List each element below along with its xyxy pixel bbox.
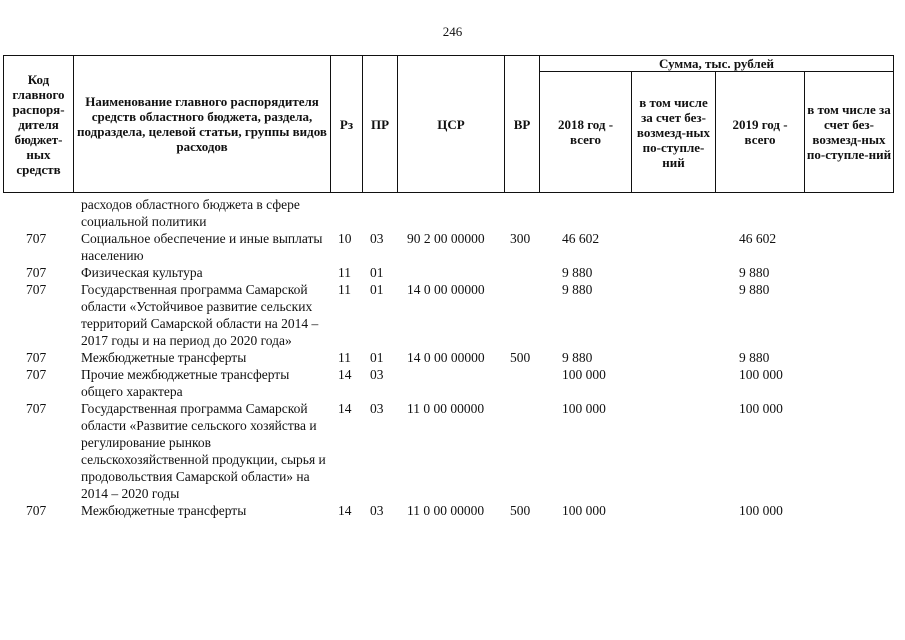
header-2019-total: 2019 год - всего: [716, 72, 805, 193]
row-sum-2019: 100 000: [739, 503, 783, 518]
row-sum-2019: 9 880: [739, 265, 770, 280]
row-code: 707: [26, 401, 47, 416]
row-name: Межбюджетные трансферты: [81, 503, 247, 518]
row-code: 707: [26, 265, 47, 280]
row-csr: 90 2 00 00000: [407, 231, 485, 246]
row-rz: 11: [338, 265, 351, 280]
table-header: [3, 55, 894, 193]
row-sum-2018: 100 000: [562, 503, 606, 518]
row-pr: 01: [370, 350, 384, 365]
row-vr: 500: [510, 503, 531, 518]
header-pr: ПР: [363, 56, 398, 193]
table-row: [0, 230, 905, 264]
header-sum: Сумма, тыс. рублей: [540, 56, 894, 72]
header-2019-gratuitous: в том числе за счет без-возмезд-ных по-ступле-ний: [805, 72, 894, 193]
row-sum-2018: 100 000: [562, 401, 606, 416]
table-row: [0, 400, 905, 502]
row-pr: 03: [370, 367, 384, 382]
row-name: Социальное обеспечение и иные выплаты населению: [81, 231, 323, 263]
header-2018-total: 2018 год - всего: [540, 72, 632, 193]
table-row: [0, 264, 905, 281]
row-name: Межбюджетные трансферты: [81, 350, 247, 365]
table-row: [0, 502, 905, 519]
row-rz: 14: [338, 367, 352, 382]
header-code: Код главного распоря-дителя бюджет-ных средств: [4, 56, 74, 193]
header-rz: Рз: [331, 56, 363, 193]
row-rz: 14: [338, 503, 352, 518]
row-pr: 03: [370, 231, 384, 246]
row-sum-2018: 9 880: [562, 350, 593, 365]
row-sum-2019: 9 880: [739, 350, 770, 365]
header-2018-gratuitous: в том числе за счет без-возмезд-ных по-ступле-ний: [632, 72, 716, 193]
header-name: Наименование главного распорядителя средств областного бюджета, раздела, подраздела, целевой статьи, группы видов расходов: [74, 56, 331, 193]
row-sum-2018: 9 880: [562, 282, 593, 297]
row-csr: 11 0 00 00000: [407, 401, 485, 416]
page-number: 246: [442, 24, 463, 39]
row-sum-2019: 9 880: [739, 282, 770, 297]
row-code: 707: [26, 350, 47, 365]
header-csr: ЦСР: [398, 56, 505, 193]
row-sum-2018: 46 602: [562, 231, 600, 246]
row-csr: 14 0 00 00000: [407, 350, 485, 365]
row-code: 707: [26, 282, 47, 297]
row-rz: 14: [338, 401, 352, 416]
row-pr: 01: [370, 265, 384, 280]
row-name: Прочие межбюджетные трансферты общего характера: [81, 367, 290, 399]
header-vr: ВР: [505, 56, 540, 193]
row-sum-2019: 46 602: [739, 231, 777, 246]
row-code: 707: [26, 367, 47, 382]
row-pr: 03: [370, 401, 384, 416]
row-vr: 500: [510, 350, 531, 365]
row-rz: 10: [338, 231, 352, 246]
row-name: Физическая культура: [81, 265, 203, 280]
table-row: [0, 196, 905, 230]
row-rz: 11: [338, 282, 351, 297]
row-vr: 300: [510, 231, 531, 246]
table-row: [0, 349, 905, 366]
row-sum-2018: 100 000: [562, 367, 606, 382]
row-sum-2019: 100 000: [739, 367, 783, 382]
row-csr: 11 0 00 00000: [407, 503, 485, 518]
row-pr: 01: [370, 282, 384, 297]
row-code: 707: [26, 231, 47, 246]
row-name: расходов областного бюджета в сфере социальной политики: [81, 197, 300, 229]
table-row: [0, 366, 905, 400]
row-code: 707: [26, 503, 47, 518]
row-sum-2018: 9 880: [562, 265, 593, 280]
row-pr: 03: [370, 503, 384, 518]
row-sum-2019: 100 000: [739, 401, 783, 416]
table-body: [0, 196, 905, 519]
row-csr: 14 0 00 00000: [407, 282, 485, 297]
row-rz: 11: [338, 350, 351, 365]
row-name: Государственная программа Самарской области «Устойчивое развитие сельских территорий Самарской области на 2014 – 2017 годы и на период до 2020 года»: [81, 282, 319, 348]
row-name: Государственная программа Самарской области «Развитие сельского хозяйства и регулирование рынков сельскохозяйственной продукции, сырья и продовольствия Самарской области» на 2014 – 2020 годы: [81, 401, 326, 501]
table-row: [0, 281, 905, 349]
